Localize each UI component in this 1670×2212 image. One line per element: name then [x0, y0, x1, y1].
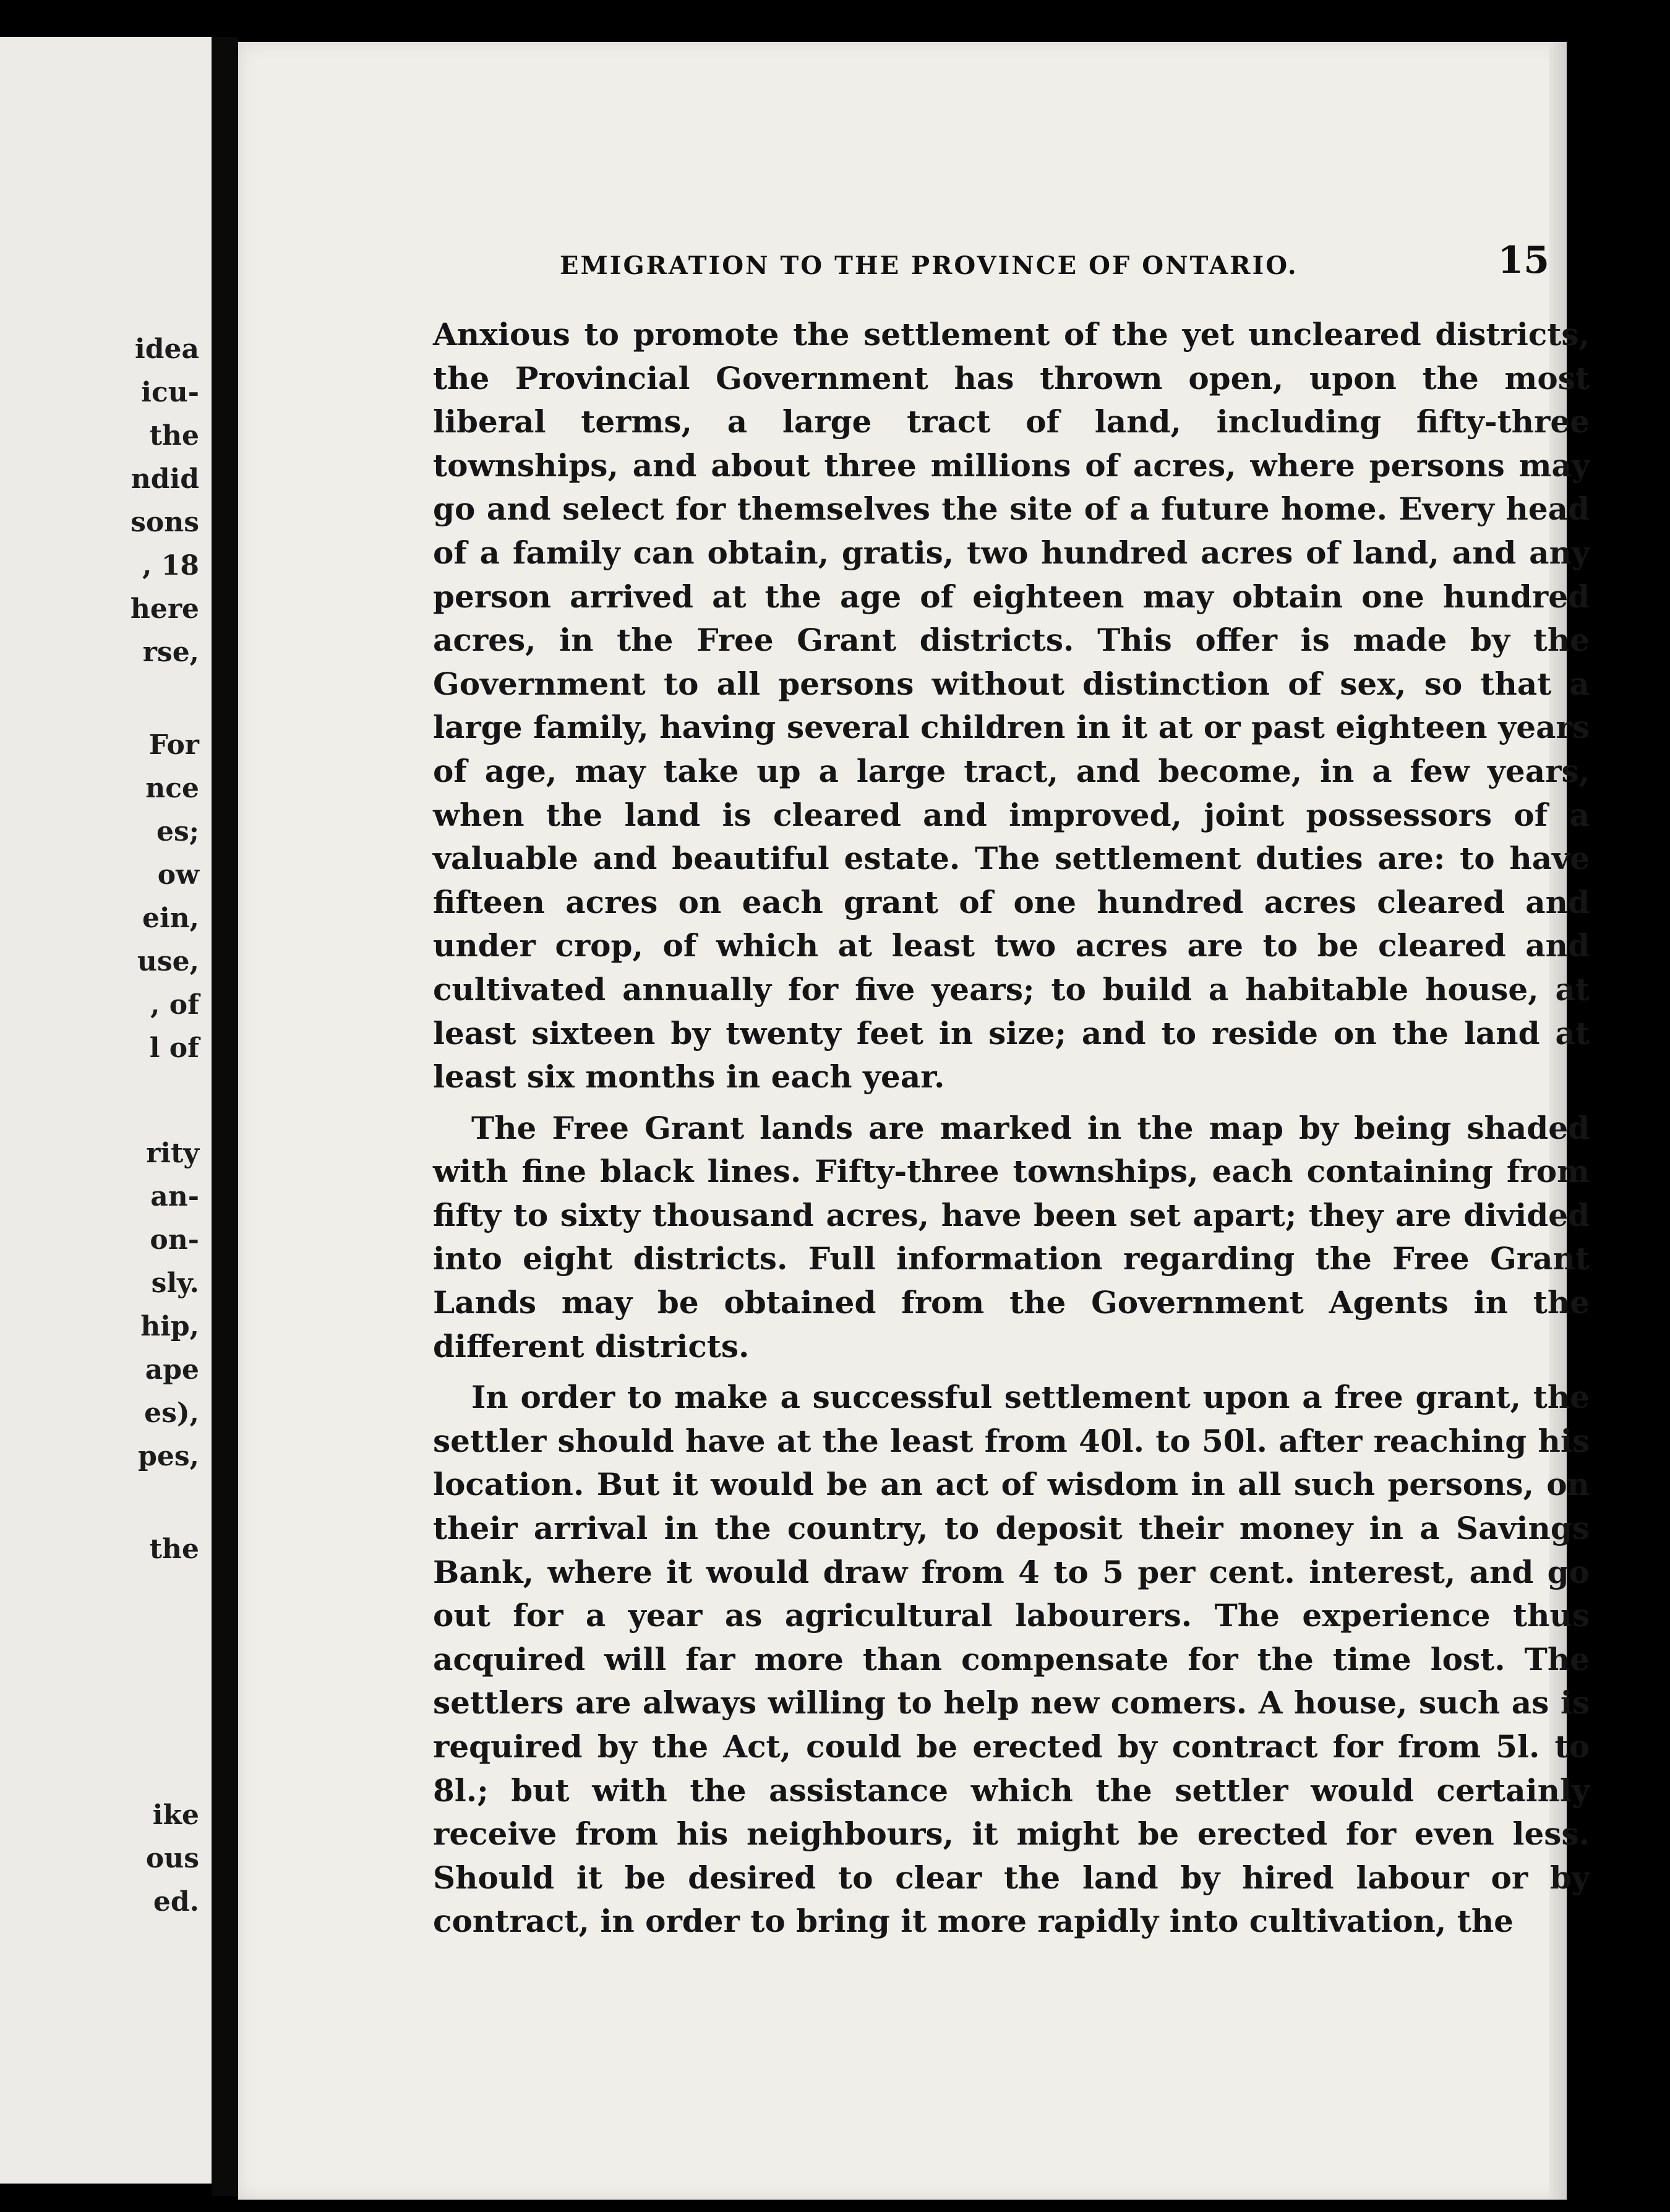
fragment-line: the	[149, 1533, 199, 1565]
fragment-line: ndid	[131, 463, 199, 495]
fragment-line: ape	[145, 1354, 199, 1386]
fragment-line: ein,	[142, 902, 199, 934]
fragment-line: the	[149, 420, 199, 452]
page-number: 15	[1497, 239, 1549, 282]
fragment-line: , of	[150, 989, 199, 1021]
fragment-line: on-	[150, 1224, 199, 1256]
fragment-line: For	[148, 729, 199, 761]
fragment-line: l of	[149, 1032, 199, 1064]
fragment-line: sons	[131, 507, 199, 538]
previous-page-fragment	[0, 37, 212, 2184]
fragment-line: icu-	[141, 377, 199, 408]
running-head	[560, 239, 1549, 288]
fragment-line: , 18	[142, 550, 199, 581]
fragment-line: ed.	[153, 1886, 199, 1918]
fragment-line: nce	[145, 773, 199, 804]
body-text	[433, 313, 1590, 1944]
paragraph: In order to make a successful settlement upon a free grant, the settler should have at the least from 40l. to 50l. after reaching his location. But it would be an act of wisdom in all such persons, on their arrival in the country, to deposit their money in a Savings Bank, where it would draw from 4 to 5 per cent. interest, and go out for a year as agricultural labourers. The experience thus acquired will far more than compensate for the time lost. The settlers are always willing to help new comers. A house, such as is required by the Act, could be erected by contract for from 5l. to 8l.; but with the assistance which the settler would certainly receive from his neighbours, it might be erected for even less. Should it be desired to clear the land by hired labour or by contract, in order to bring it more rapidly into cultivation, the	[433, 1379, 1590, 1940]
paragraph: Anxious to promote the settlement of the yet uncleared districts, the Provincial Government has thrown open, upon the most liberal terms, a large tract of land, including fifty-three townships, and about three millions of acres, where persons may go and select for themselves the site of a future home. Every head of a family can obtain, gratis, two hundred acres of land, and any person arrived at the age of eighteen may obtain one hundred acres, in the Free Grant districts. This offer is made by the Government to all persons without distinction of sex, so that a large family, having several children in it at or past eighteen years of age, may take up a large tract, and become, in a few years, when the land is cleared and improved, joint possessors of a valuable and beautiful estate. The settlement duties are: to have fifteen acres on each grant of one hundred acres cleared and under crop, of which at least two acres are to be cleared and cultivated annually for five years; to build a habitable house, at least sixteen by twenty feet in size; and to reside on the land at least six months in each year.	[433, 316, 1590, 1095]
paragraph: The Free Grant lands are marked in the map by being shaded with fine black lines. Fifty-three townships, each containing from fifty to sixty thousand acres, have been set apart; they are divided into eight districts. Full information regarding the Free Grant Lands may be obtained from the Government Agents in the different districts.	[433, 1109, 1590, 1365]
fragment-line: idea	[135, 333, 199, 365]
fragment-line: es;	[156, 816, 199, 847]
fragment-line: rse,	[142, 637, 199, 668]
book-page	[238, 42, 1590, 2200]
book-gutter	[212, 37, 238, 2196]
fragment-line: here	[130, 593, 199, 625]
fragment-line: hip,	[140, 1311, 199, 1342]
fragment-line: pes,	[138, 1441, 199, 1472]
fragment-line: ous	[145, 1843, 199, 1874]
running-title: EMIGRATION TO THE PROVINCE OF ONTARIO.	[560, 251, 1298, 280]
fragment-line: sly.	[151, 1267, 199, 1299]
fragment-line: ow	[157, 859, 199, 891]
fragment-line: rity	[146, 1138, 199, 1169]
fragment-line: use,	[137, 946, 199, 977]
fragment-line: an-	[150, 1181, 199, 1212]
fragment-line: es),	[144, 1397, 199, 1429]
fragment-line: ike	[152, 1799, 199, 1831]
